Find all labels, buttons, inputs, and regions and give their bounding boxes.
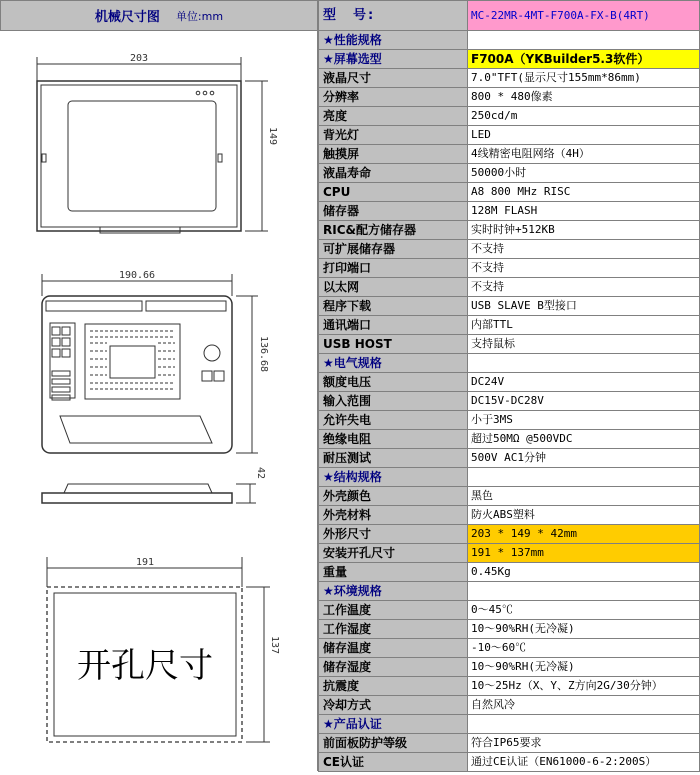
spec-value: 800 * 480像素 bbox=[468, 88, 700, 107]
spec-table bbox=[318, 0, 700, 771]
spec-value: 防火ABS塑料 bbox=[468, 506, 700, 525]
front-width-dim: 203 bbox=[129, 53, 149, 64]
spec-row bbox=[318, 449, 700, 468]
spec-label: ★结构规格 bbox=[318, 468, 468, 487]
spec-row bbox=[318, 373, 700, 392]
spec-value: 内部TTL bbox=[468, 316, 700, 335]
spec-value bbox=[468, 354, 700, 373]
spec-label: CE认证 bbox=[318, 753, 468, 772]
spec-label: 程序下载 bbox=[318, 297, 468, 316]
spec-value: 符合IP65要求 bbox=[468, 734, 700, 753]
spec-row bbox=[318, 202, 700, 221]
spec-value bbox=[468, 468, 700, 487]
spec-value: 不支持 bbox=[468, 240, 700, 259]
spec-label: CPU bbox=[318, 183, 468, 202]
spec-value: 黑色 bbox=[468, 487, 700, 506]
spec-row bbox=[318, 69, 700, 88]
drawing-title: 机械尺寸图 bbox=[94, 10, 160, 25]
cutout-height-dim: 137 bbox=[269, 635, 280, 655]
spec-value: 128M FLASH bbox=[468, 202, 700, 221]
spec-label: ★性能规格 bbox=[318, 31, 468, 50]
spec-row bbox=[318, 335, 700, 354]
spec-label: 液晶寿命 bbox=[318, 164, 468, 183]
spec-label: 重量 bbox=[318, 563, 468, 582]
spec-section-row bbox=[318, 715, 700, 734]
cutout-width-dim: 191 bbox=[135, 557, 155, 568]
spec-label: 抗震度 bbox=[318, 677, 468, 696]
mechanical-drawing-svg bbox=[0, 31, 318, 771]
spec-label: 额度电压 bbox=[318, 373, 468, 392]
spec-label: 储存器 bbox=[318, 202, 468, 221]
spec-value: 4线精密电阻网络（4H） bbox=[468, 145, 700, 164]
spec-row bbox=[318, 88, 700, 107]
spec-value: 10～90%RH(无冷凝) bbox=[468, 658, 700, 677]
drawing-header bbox=[0, 0, 318, 31]
drawing-unit: 单位:mm bbox=[175, 9, 224, 23]
spec-label: 以太网 bbox=[318, 278, 468, 297]
spec-value: 支持鼠标 bbox=[468, 335, 700, 354]
model-value: MC-22MR-4MT-F700A-FX-B(4RT) bbox=[468, 0, 700, 31]
spec-row bbox=[318, 639, 700, 658]
spec-label: ★电气规格 bbox=[318, 354, 468, 373]
cutout-label: 开孔尺寸 bbox=[77, 646, 213, 686]
spec-value: DC24V bbox=[468, 373, 700, 392]
spec-row bbox=[318, 487, 700, 506]
spec-value: 自然风冷 bbox=[468, 696, 700, 715]
spec-row bbox=[318, 278, 700, 297]
spec-label: 亮度 bbox=[318, 107, 468, 126]
spec-label: 外壳材料 bbox=[318, 506, 468, 525]
spec-label: 触摸屏 bbox=[318, 145, 468, 164]
spec-row bbox=[318, 164, 700, 183]
spec-label: 背光灯 bbox=[318, 126, 468, 145]
spec-value: 0.45Kg bbox=[468, 563, 700, 582]
spec-row bbox=[318, 658, 700, 677]
spec-label: 工作温度 bbox=[318, 601, 468, 620]
spec-row bbox=[318, 183, 700, 202]
spec-row bbox=[318, 430, 700, 449]
spec-label: 前面板防护等级 bbox=[318, 734, 468, 753]
spec-value: F700A（YKBuilder5.3软件） bbox=[468, 50, 700, 69]
spec-row bbox=[318, 563, 700, 582]
spec-row bbox=[318, 240, 700, 259]
spec-label: 绝缘电阻 bbox=[318, 430, 468, 449]
spec-value: 10～90%RH(无冷凝) bbox=[468, 620, 700, 639]
spec-label: ★产品认证 bbox=[318, 715, 468, 734]
spec-label: 安装开孔尺寸 bbox=[318, 544, 468, 563]
spec-label: 通讯端口 bbox=[318, 316, 468, 335]
spec-label: 外形尺寸 bbox=[318, 525, 468, 544]
spec-value: 不支持 bbox=[468, 259, 700, 278]
spec-value: 10～25Hz（X、Y、Z方向2G/30分钟） bbox=[468, 677, 700, 696]
spec-row bbox=[318, 734, 700, 753]
spec-value bbox=[468, 31, 700, 50]
back-width-dim: 190.66 bbox=[118, 270, 156, 281]
spec-label: 打印端口 bbox=[318, 259, 468, 278]
spec-value: USB SLAVE B型接口 bbox=[468, 297, 700, 316]
spec-section-row bbox=[318, 468, 700, 487]
spec-label: 储存温度 bbox=[318, 639, 468, 658]
spec-value: -10～60℃ bbox=[468, 639, 700, 658]
spec-label: 分辨率 bbox=[318, 88, 468, 107]
spec-label: 可扩展储存器 bbox=[318, 240, 468, 259]
spec-row bbox=[318, 145, 700, 164]
spec-label: 输入范围 bbox=[318, 392, 468, 411]
spec-value: 250cd/m bbox=[468, 107, 700, 126]
spec-value: 191 * 137mm bbox=[468, 544, 700, 563]
spec-value: 不支持 bbox=[468, 278, 700, 297]
spec-value: 实时时钟+512KB bbox=[468, 221, 700, 240]
spec-value: 203 * 149 * 42mm bbox=[468, 525, 700, 544]
spec-row bbox=[318, 506, 700, 525]
spec-row bbox=[318, 696, 700, 715]
front-height-dim: 149 bbox=[267, 126, 278, 146]
model-row bbox=[318, 0, 700, 31]
spec-row bbox=[318, 601, 700, 620]
spec-value: 小于3MS bbox=[468, 411, 700, 430]
spec-label: 外壳颜色 bbox=[318, 487, 468, 506]
spec-value: 50000小时 bbox=[468, 164, 700, 183]
spec-value: 通过CE认证（EN61000-6-2:200S） bbox=[468, 753, 700, 772]
spec-value: 7.0"TFT(显示尺寸155mm*86mm) bbox=[468, 69, 700, 88]
spec-label: 工作湿度 bbox=[318, 620, 468, 639]
spec-value: A8 800 MHz RISC bbox=[468, 183, 700, 202]
spec-row bbox=[318, 411, 700, 430]
spec-label: 允许失电 bbox=[318, 411, 468, 430]
spec-label: 冷却方式 bbox=[318, 696, 468, 715]
spec-row bbox=[318, 753, 700, 772]
spec-value bbox=[468, 715, 700, 734]
spec-section-row bbox=[318, 31, 700, 50]
spec-row bbox=[318, 297, 700, 316]
spec-label: ★环境规格 bbox=[318, 582, 468, 601]
spec-row bbox=[318, 316, 700, 335]
spec-label: ★屏幕选型 bbox=[318, 50, 468, 69]
back-height-dim: 136.68 bbox=[258, 335, 269, 373]
spec-section-row bbox=[318, 354, 700, 373]
spec-value: LED bbox=[468, 126, 700, 145]
spec-label: RIC&配方储存器 bbox=[318, 221, 468, 240]
spec-label: 储存湿度 bbox=[318, 658, 468, 677]
side-depth-dim: 42 bbox=[255, 466, 266, 480]
spec-value: 500V AC1分钟 bbox=[468, 449, 700, 468]
spec-row bbox=[318, 620, 700, 639]
spec-row bbox=[318, 544, 700, 563]
spec-label: USB HOST bbox=[318, 335, 468, 354]
spec-value: 0～45℃ bbox=[468, 601, 700, 620]
spec-value: DC15V-DC28V bbox=[468, 392, 700, 411]
spec-row bbox=[318, 392, 700, 411]
spec-row bbox=[318, 126, 700, 145]
spec-value bbox=[468, 582, 700, 601]
spec-row bbox=[318, 107, 700, 126]
mechanical-drawing bbox=[0, 31, 318, 771]
spec-row bbox=[318, 677, 700, 696]
spec-label: 耐压测试 bbox=[318, 449, 468, 468]
spec-label: 液晶尺寸 bbox=[318, 69, 468, 88]
spec-section-row bbox=[318, 50, 700, 69]
spec-row bbox=[318, 259, 700, 278]
model-label: 型 号: bbox=[318, 0, 468, 31]
spec-row bbox=[318, 525, 700, 544]
spec-section-row bbox=[318, 582, 700, 601]
spec-row bbox=[318, 221, 700, 240]
spec-value: 超过50MΩ @500VDC bbox=[468, 430, 700, 449]
